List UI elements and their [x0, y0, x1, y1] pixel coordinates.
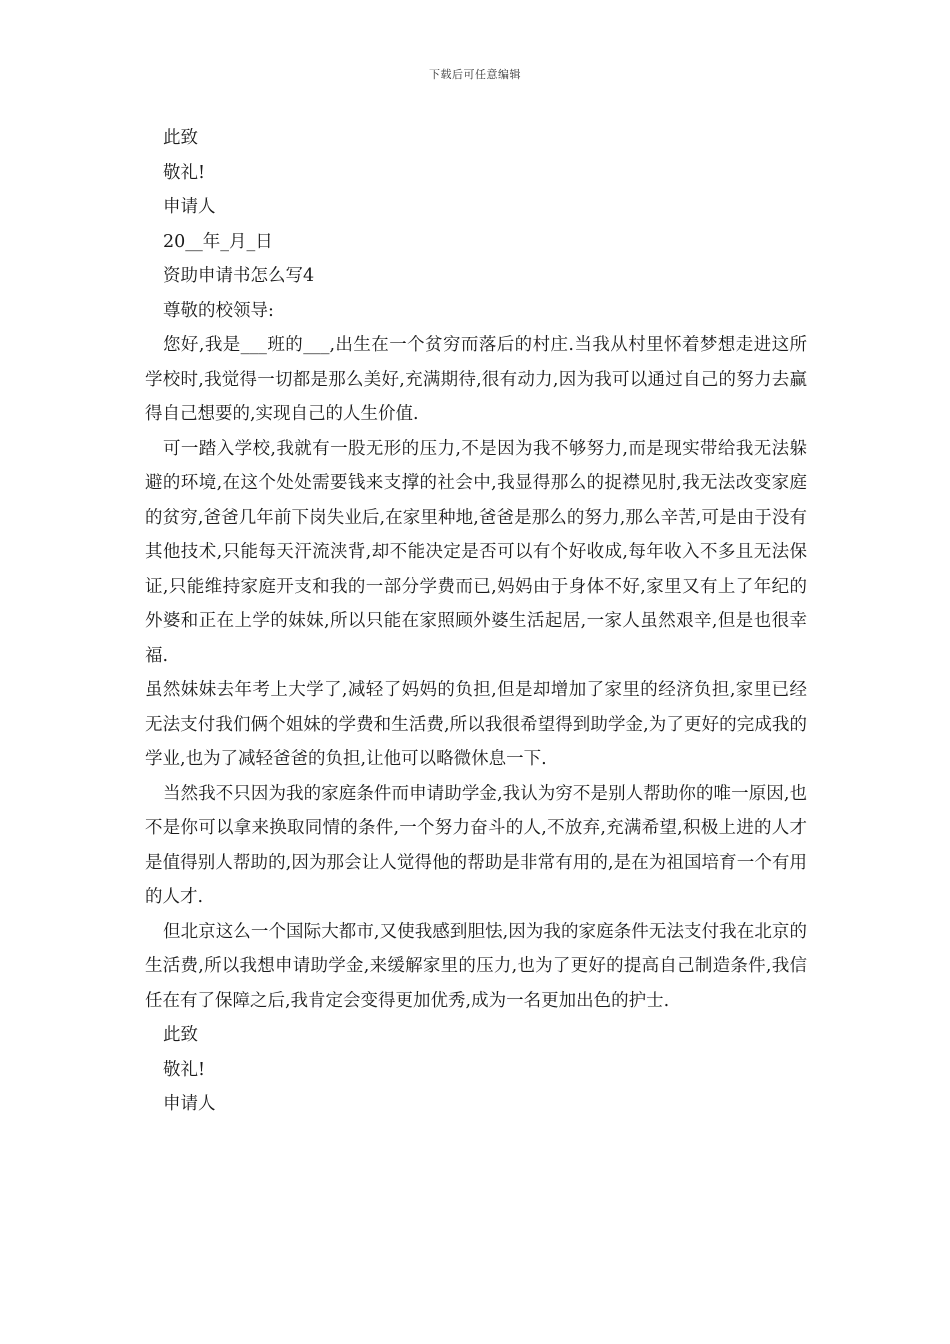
paragraph-family-situation: 可一踏入学校,我就有一股无形的压力,不是因为我不够努力,而是现实带给我无法躲避的环境,在这个处处需要钱来支撑的社会中,我显得那么的捉襟见肘,我无法改变家庭的贫穷,爸爸几年前下岗失业后,在家里种地,爸爸是那么的努力,那么辛苦,可是由于没有其他技术,只能每天汗流浃背,却不能决定是否可以有个好收成,每年收入不多且无法保证,只能维持家庭开支和我的一部分学费而已,妈妈由于身体不好,家里又有上了年纪的外婆和正在上学的妹妹,所以只能在家照顾外婆生活起居,一家人虽然艰辛,但是也很幸福.	[145, 438, 807, 666]
salutation-line: 敬礼!	[163, 162, 206, 183]
greeting-line: 尊敬的校领导:	[163, 300, 274, 321]
document-body	[145, 121, 807, 1122]
closing-line-2: 此致	[163, 1025, 198, 1045]
closing-line: 此致	[163, 128, 198, 148]
paragraph-sister-college: 虽然妹妹去年考上大学了,减轻了妈妈的负担,但是却增加了家里的经济负担,家里已经无法支付我们俩个姐妹的学费和生活费,所以我很希望得到助学金,为了更好的完成我的学业,也为了减轻爸爸的负担,让他可以略微休息一下.	[145, 680, 807, 769]
paragraph-reason: 当然我不只因为我的家庭条件而申请助学金,我认为穷不是别人帮助你的唯一原因,也不是你可以拿来换取同情的条件,一个努力奋斗的人,不放弃,充满希望,积极上进的人才是值得别人帮助的,因为那会让人觉得他的帮助是非常有用的,是在为祖国培育一个有用的人才.	[145, 783, 807, 907]
page-header-note: 下载后可任意编辑	[429, 68, 521, 81]
date-line: 20__年_月_日	[163, 231, 273, 252]
applicant-line-2: 申请人	[163, 1094, 216, 1114]
paragraph-beijing: 但北京这么一个国际大都市,又使我感到胆怯,因为我的家庭条件无法支付我在北京的生活费,所以我想申请助学金,来缓解家里的压力,也为了更好的提高自己制造条件,我信任在有了保障之后,我肯定会变得更加优秀,成为一名更加出色的护士.	[145, 921, 807, 1011]
section-title: 资助申请书怎么写4	[163, 266, 315, 286]
salutation-line-2: 敬礼!	[163, 1059, 206, 1080]
applicant-line: 申请人	[163, 197, 216, 217]
paragraph-intro: 您好,我是___班的___,出生在一个贫穷而落后的村庄.当我从村里怀着梦想走进这所学校时,我觉得一切都是那么美好,充满期待,很有动力,因为我可以通过自己的努力去赢得自己想要的,实现自己的人生价值.	[145, 335, 807, 424]
